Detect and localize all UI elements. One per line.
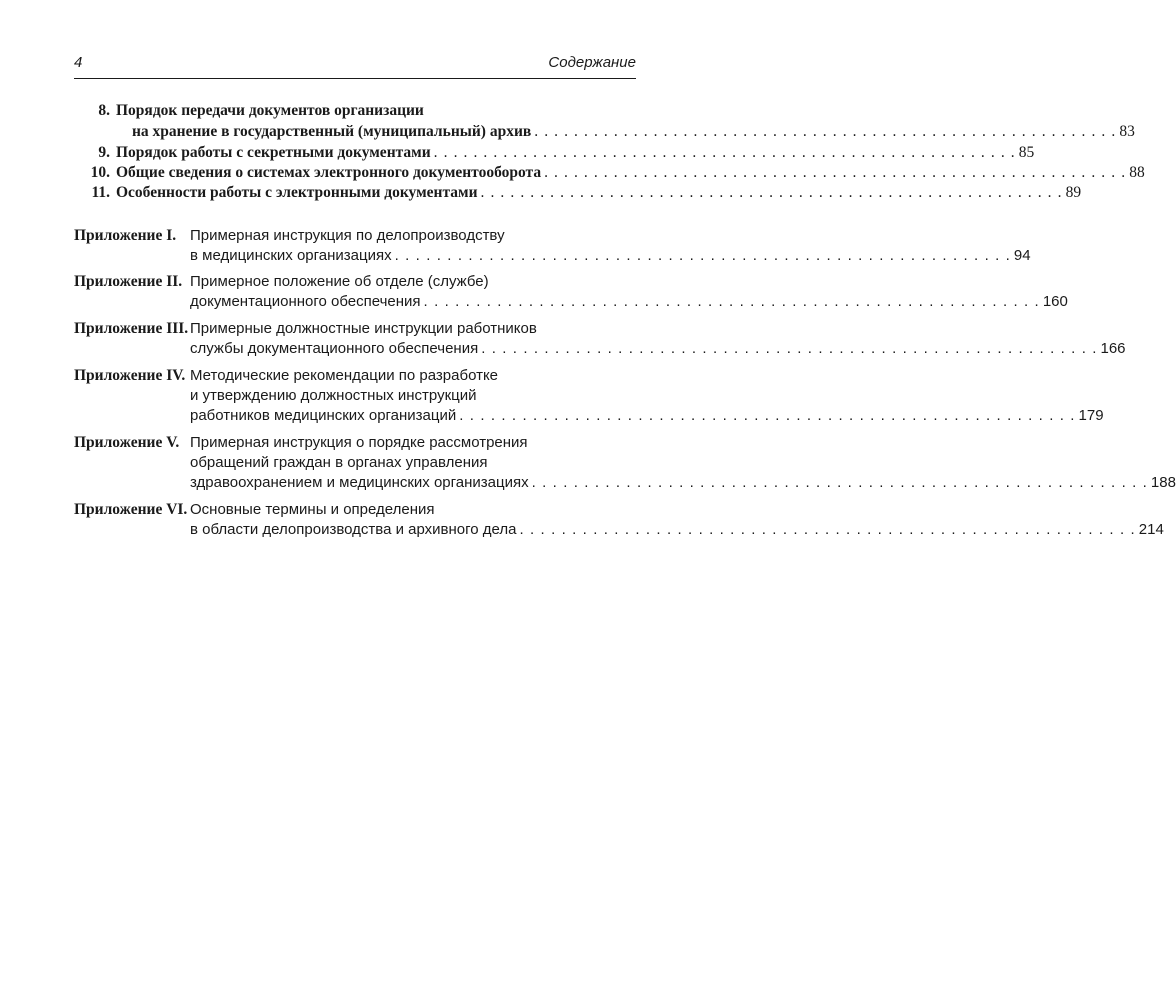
appendix-label: Приложение VI. <box>74 501 188 518</box>
appendix-title-line: Основные термины и определения <box>190 501 435 518</box>
appendix-title-line: Примерная инструкция о порядке рассмотрения <box>190 434 528 451</box>
appendix-title-line: в области делопроизводства и архивного дела <box>190 521 517 538</box>
appendix-title-line: работников медицинских организаций <box>190 407 457 424</box>
chapter-title-line: на хранение в государственный (муниципальный) архив <box>132 123 532 140</box>
toc-entry-line <box>116 183 1082 203</box>
chapter-title-line: Порядок передачи документов организации <box>116 102 424 119</box>
appendix-title-line: Примерные должностные инструкции работников <box>190 320 537 337</box>
toc-entry-line <box>190 339 1126 359</box>
chapter-number: 11. <box>91 184 110 201</box>
appendix-title-line: службы документационного обеспечения <box>190 340 479 357</box>
page-ref: 94 <box>1013 247 1031 264</box>
page-ref: 83 <box>1119 123 1135 140</box>
toc-entry-line <box>116 143 1035 163</box>
appendix-title-line: Примерная инструкция по делопроизводству <box>190 227 505 244</box>
appendix-title-line: в медицинских организациях <box>190 247 392 264</box>
toc-entry-line <box>190 473 1176 493</box>
toc-entry-line <box>190 246 1031 266</box>
leader-dots: . . . . . . . . . . . . . . . . . . . . . . . . . . . . . . . . . . . . . . . . . . . . . . . . . . . . . . . . . . . <box>519 521 1136 538</box>
page-number: 4 <box>74 54 83 71</box>
chapter-number: 8. <box>98 102 110 119</box>
appendix-label: Приложение II. <box>74 273 183 290</box>
page-ref: 89 <box>1065 184 1082 201</box>
leader-dots: . . . . . . . . . . . . . . . . . . . . . . . . . . . . . . . . . . . . . . . . . . . . . . . . . . . . . . . . . . . <box>534 123 1117 140</box>
page-ref: 214 <box>1138 521 1164 538</box>
leader-dots: . . . . . . . . . . . . . . . . . . . . . . . . . . . . . . . . . . . . . . . . . . . . . . . . . . . . . . . . . . . <box>394 247 1011 264</box>
toc-entry-line <box>190 406 1104 426</box>
chapter-title-line: Особенности работы с электронными документами <box>116 184 478 201</box>
header-rule <box>74 78 636 79</box>
chapter-title-line: Общие сведения о системах электронного документооборота <box>116 164 542 181</box>
toc-entry-line <box>116 163 1145 183</box>
running-title: Содержание <box>548 54 636 71</box>
chapter-number: 9. <box>98 144 110 161</box>
leader-dots: . . . . . . . . . . . . . . . . . . . . . . . . . . . . . . . . . . . . . . . . . . . . . . . . . . . . . . . . . . . <box>531 474 1148 491</box>
page-ref: 88 <box>1129 164 1145 181</box>
appendix-title-line: документационного обеспечения <box>190 293 421 310</box>
appendix-title-line: Примерное положение об отделе (службе) <box>190 273 489 290</box>
appendix-label: Приложение III. <box>74 320 189 337</box>
appendix-title-line: здравоохранением и медицинских организациях <box>190 474 529 491</box>
page-ref: 179 <box>1078 407 1104 424</box>
running-header <box>74 54 636 76</box>
page-ref: 166 <box>1100 340 1126 357</box>
appendix-label: Приложение I. <box>74 227 177 244</box>
leader-dots: . . . . . . . . . . . . . . . . . . . . . . . . . . . . . . . . . . . . . . . . . . . . . . . . . . . . . . . . . . . <box>481 340 1098 357</box>
toc-entry-line <box>190 292 1068 312</box>
page-ref: 85 <box>1018 144 1035 161</box>
leader-dots: . . . . . . . . . . . . . . . . . . . . . . . . . . . . . . . . . . . . . . . . . . . . . . . . . . . . . . . . . . . <box>433 144 1016 161</box>
leader-dots: . . . . . . . . . . . . . . . . . . . . . . . . . . . . . . . . . . . . . . . . . . . . . . . . . . . . . . . . . . . <box>480 184 1063 201</box>
leader-dots: . . . . . . . . . . . . . . . . . . . . . . . . . . . . . . . . . . . . . . . . . . . . . . . . . . . . . . . . . . . <box>459 407 1076 424</box>
appendix-title-line: Методические рекомендации по разработке <box>190 367 499 384</box>
leader-dots: . . . . . . . . . . . . . . . . . . . . . . . . . . . . . . . . . . . . . . . . . . . . . . . . . . . . . . . . . . . <box>423 293 1040 310</box>
appendix-label: Приложение V. <box>74 434 180 451</box>
chapter-title-line: Порядок работы с секретными документами <box>116 144 431 161</box>
page-ref: 160 <box>1042 293 1068 310</box>
appendix-title-line: обращений граждан в органах управления <box>190 454 488 471</box>
appendix-label: Приложение IV. <box>74 367 186 384</box>
toc-entry-line <box>132 122 1135 142</box>
toc-entry-line <box>190 520 1164 540</box>
leader-dots: . . . . . . . . . . . . . . . . . . . . . . . . . . . . . . . . . . . . . . . . . . . . . . . . . . . . . . . . . . . <box>544 164 1127 181</box>
chapter-number: 10. <box>90 164 110 181</box>
page-ref: 188 <box>1150 474 1176 491</box>
appendix-title-line: и утверждению должностных инструкций <box>190 387 477 404</box>
